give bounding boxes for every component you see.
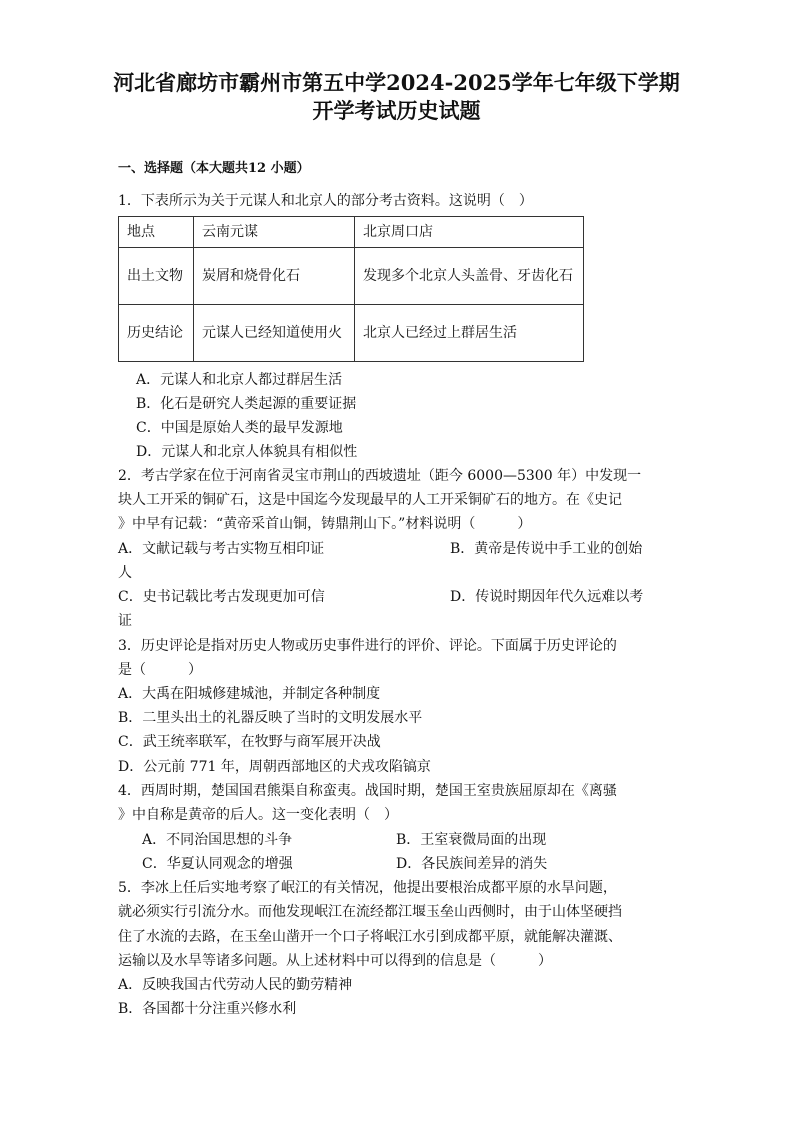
table-row (119, 305, 584, 362)
question-2-option-d-wrap: 证 (118, 613, 132, 629)
question-3-option-c: C．武王统率联军，在牧野与商军展开决战 (118, 734, 381, 750)
table-cell: 发现多个北京人头盖骨、牙齿化石 (355, 248, 584, 305)
question-2-option-d: D．传说时期因年代久远难以考 (450, 589, 644, 605)
question-5-option-b: B．各国都十分注重兴修水利 (118, 1001, 297, 1017)
archaeology-table (118, 216, 584, 362)
exam-title-line-1: 河北省廊坊市霸州市第五中学2024-2025学年七年级下学期 (113, 70, 680, 95)
table-cell: 元谋人已经知道使用火 (194, 305, 355, 362)
question-5-line-2: 就必须实行引流分水。而他发现岷江在流经都江堰玉垒山西侧时，由于山体坚硬挡 (118, 904, 622, 920)
question-1-option-c: C．中国是原始人类的最早发源地 (136, 420, 343, 436)
table-cell: 出土文物 (119, 248, 194, 305)
question-1-option-a: A．元谋人和北京人都过群居生活 (136, 372, 343, 388)
question-3-option-d: D．公元前 771 年，周朝西部地区的犬戎攻陷镐京 (118, 759, 431, 775)
question-1-option-b: B．化石是研究人类起源的重要证据 (136, 396, 357, 412)
question-3-line-2: 是（ ） (118, 662, 202, 678)
question-3-option-a: A．大禹在阳城修建城池，并制定各种制度 (118, 686, 381, 702)
question-4-option-d: D．各民族间差异的消失 (396, 856, 548, 872)
question-2-option-b-wrap: 人 (118, 565, 132, 581)
table-cell: 北京周口店 (355, 217, 584, 248)
question-4-line-1: 4．西周时期，楚国国君熊渠自称蛮夷。战国时期，楚国王室贵族屈原却在《离骚 (118, 783, 617, 799)
section-heading: 一、选择题（本大题共12 小题） (118, 161, 310, 176)
table-cell: 历史结论 (119, 305, 194, 362)
question-2-line-2: 块人工开采的铜矿石，这是中国迄今发现最早的人工开采铜矿石的地方。在《史记 (118, 492, 622, 508)
table-row (119, 248, 584, 305)
question-2-line-1: 2．考古学家在位于河南省灵宝市荆山的西坡遗址（距今 6000—5300 年）中发现一 (118, 468, 642, 484)
question-4-option-b: B．王室衰微局面的出现 (396, 832, 547, 848)
question-2-option-b: B．黄帝是传说中手工业的创始 (450, 541, 643, 557)
question-2-line-3: 》中早有记载：“黄帝采首山铜，铸鼎荆山下。”材料说明（ ） (118, 516, 532, 532)
table-cell: 地点 (119, 217, 194, 248)
table-cell: 云南元谋 (194, 217, 355, 248)
table-cell: 北京人已经过上群居生活 (355, 305, 584, 362)
question-5-line-4: 运输以及水旱等诸多问题。从上述材料中可以得到的信息是（ ） (118, 953, 552, 969)
question-5-line-3: 住了水流的去路，在玉垒山凿开一个口子将岷江水引到成都平原，就能解决灌溉、 (118, 929, 622, 945)
question-3-line-1: 3．历史评论是指对历史人物或历史事件进行的评价、评论。下面属于历史评论的 (118, 638, 617, 654)
question-3-option-b: B．二里头出土的礼器反映了当时的文明发展水平 (118, 710, 423, 726)
question-4-option-a: A．不同治国思想的斗争 (142, 832, 293, 848)
question-1-option-d: D．元谋人和北京人体貌具有相似性 (136, 444, 358, 460)
question-4-line-2: 》中自称是黄帝的后人。这一变化表明（ ） (118, 807, 398, 823)
table-row (119, 217, 584, 248)
question-2-option-a: A．文献记载与考古实物互相印证 (118, 541, 325, 557)
question-2-option-c: C．史书记载比考古发现更加可信 (118, 589, 325, 605)
question-5-line-1: 5．李冰上任后实地考察了岷江的有关情况，他提出要根治成都平原的水旱问题， (118, 880, 617, 896)
table-cell: 炭屑和烧骨化石 (194, 248, 355, 305)
question-5-option-a: A．反映我国古代劳动人民的勤劳精神 (118, 977, 353, 993)
exam-title-line-2: 开学考试历史试题 (312, 98, 481, 123)
question-1-stem: 1．下表所示为关于元谋人和北京人的部分考古资料。这说明（ ） (118, 193, 533, 209)
question-4-option-c: C．华夏认同观念的增强 (142, 856, 293, 872)
